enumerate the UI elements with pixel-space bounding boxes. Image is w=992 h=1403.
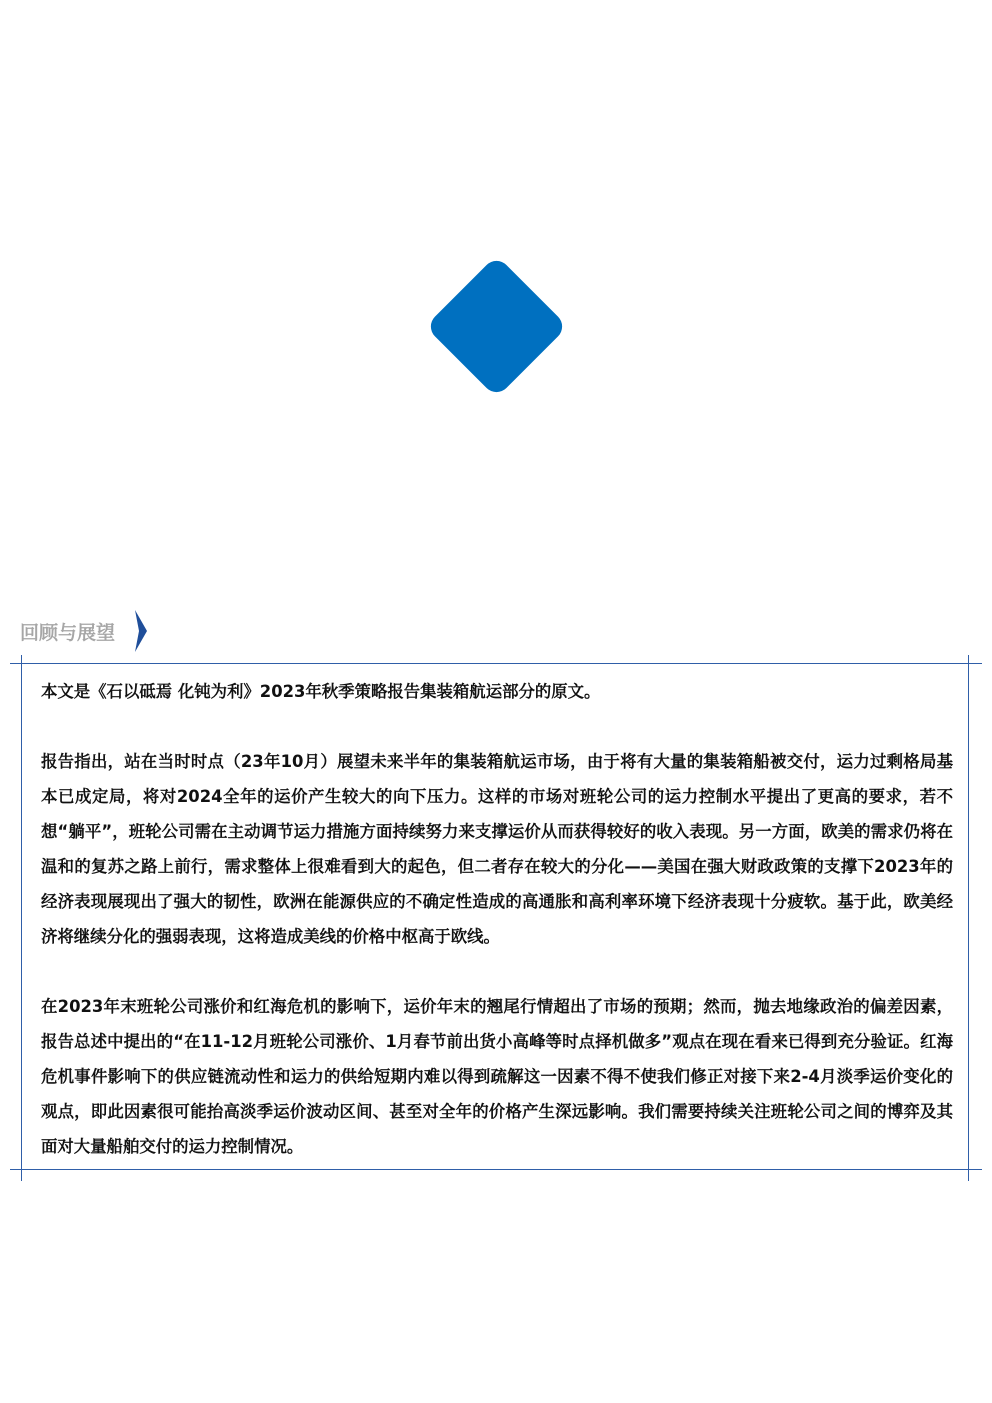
frame-top-line xyxy=(10,663,982,664)
frame-right-line xyxy=(968,655,969,1181)
section-header xyxy=(20,610,115,652)
frame-left-line xyxy=(21,655,22,1181)
paragraph-outlook: 报告指出，站在当时时点（23年10月）展望未来半年的集装箱航运市场，由于将有大量的集装箱船被交付，运力过剩格局基本已成定局，将对2024全年的运价产生较大的向下压力。这样的市场对班轮公司的运力控制水平提出了更高的要求，若不想“躺平”，班轮公司需在主动调节运力措施方面持续努力来支撑运价从而获得较好的收入表现。另一方面，欧美的需求仍将在温和的复苏之路上前行，需求整体上很难看到大的起色，但二者存在较大的分化——美国在强大财政政策的支撑下2023年的经济表现展现出了强大的韧性，欧洲在能源供应的不确定性造成的高通胀和高利率环境下经济表现十分疲软。基于此，欧美经济将继续分化的强弱表现，这将造成美线的价格中枢高于欧线。 xyxy=(41,752,953,946)
frame-bottom-line xyxy=(10,1169,982,1170)
paragraph-review: 在2023年末班轮公司涨价和红海危机的影响下，运价年末的翘尾行情超出了市场的预期；然而，抛去地缘政治的偏差因素，报告总述中提出的“在11-12月班轮公司涨价、1月春节前出货小高峰等时点择机做多”观点在现在看来已得到充分验证。红海危机事件影响下的供应链流动性和运力的供给短期内难以得到疏解这一因素不得不使我们修正对接下来2-4月淡季运价变化的观点，即此因素很可能抬高淡季运价波动区间、甚至对全年的价格产生深远影响。我们需要持续关注班轮公司之间的博弈及其面对大量船舶交付的运力控制情况。 xyxy=(41,997,953,1156)
chevron-right-icon xyxy=(135,610,149,652)
section-title: 回顾与展望 xyxy=(20,621,116,644)
diamond-icon xyxy=(425,255,568,398)
paragraph-intro: 本文是《石以砥焉 化钝为利》2023年秋季策略报告集装箱航运部分的原文。 xyxy=(41,682,601,701)
body-text xyxy=(41,674,953,1164)
